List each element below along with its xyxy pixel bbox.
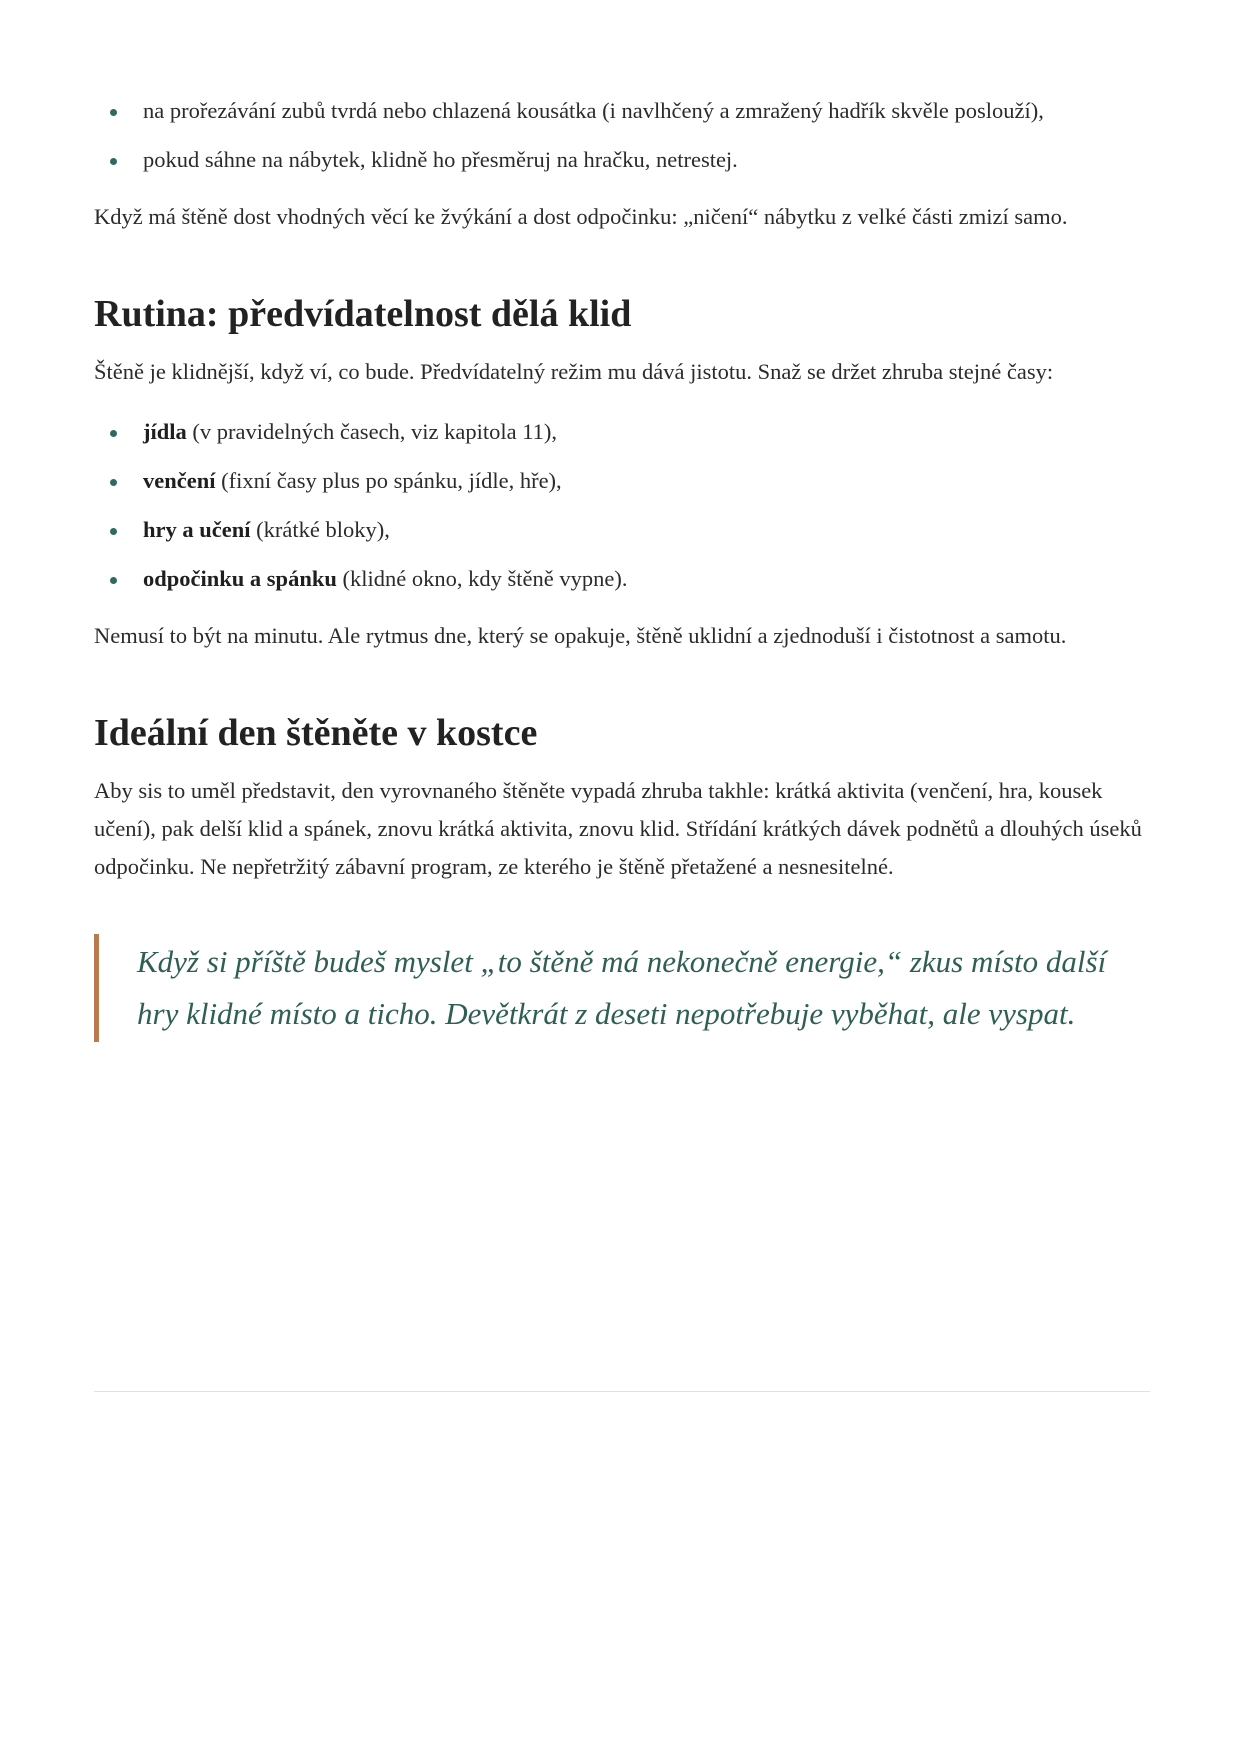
list-item-text: (fixní časy plus po spánku, jídle, hře), — [215, 468, 562, 493]
chewing-tips-list — [94, 92, 1150, 179]
list-item: na prořezávání zubů tvrdá nebo chlazená kousátka (i navlhčený a zmražený hadřík skvěle poslouží), — [94, 92, 1150, 130]
routine-intro-paragraph: Štěně je klidnější, když ví, co bude. Předvídatelný režim mu dává jistotu. Snaž se držet zhruba stejné časy: — [94, 359, 1054, 384]
list-item-bold: venčení — [143, 468, 216, 493]
list-item-bold: odpočinku a spánku — [143, 566, 337, 591]
list-item: pokud sáhne na nábytek, klidně ho přesměruj na hračku, netrestej. — [94, 141, 1150, 179]
list-item-bold: jídla — [143, 419, 187, 444]
routine-outro-paragraph: Nemusí to být na minutu. Ale rytmus dne, který se opakuje, štěně uklidní a zjednoduší i čistotnost a samotu. — [94, 623, 1067, 648]
list-item-bold: hry a učení — [143, 517, 251, 542]
routine-heading: Rutina: předvídatelnost dělá klid — [94, 293, 632, 335]
ideal-day-paragraph: Aby sis to uměl představit, den vyrovnaného štěněte vypadá zhruba takhle: krátká aktivita (venčení, hra, kousek učení), pak delší klid a spánek, znovu krátká aktivita, znovu klid. Střídání krátkých dávek podnětů a dlouhých úseků odpočinku. Ne nepřetržitý zábavní program, ze kterého je štěně přetažené a nesnesitelné. — [94, 778, 1142, 879]
document-page — [94, 92, 1150, 1042]
list-item — [94, 560, 1150, 598]
list-item — [94, 413, 1150, 451]
ideal-day-heading: Ideální den štěněte v kostce — [94, 712, 538, 754]
list-item-text: (v pravidelných časech, viz kapitola 11), — [186, 419, 558, 444]
list-item-text: (klidné okno, kdy štěně vypne). — [336, 566, 628, 591]
routine-list — [94, 413, 1150, 598]
list-item — [94, 462, 1150, 500]
pull-quote: Když si příště budeš myslet „to štěně má nekonečně energie,“ zkus místo další hry klidné místo a ticho. Devětkrát z deseti nepotřebuje vyběhat, ale vyspat. — [94, 934, 1150, 1042]
section-divider — [94, 1391, 1150, 1392]
list-item-text: (krátké bloky), — [250, 517, 390, 542]
chewing-summary-paragraph: Když má štěně dost vhodných věcí ke žvýkání a dost odpočinku: „ničení“ nábytku z velké části zmizí samo. — [94, 204, 1068, 229]
list-item — [94, 511, 1150, 549]
